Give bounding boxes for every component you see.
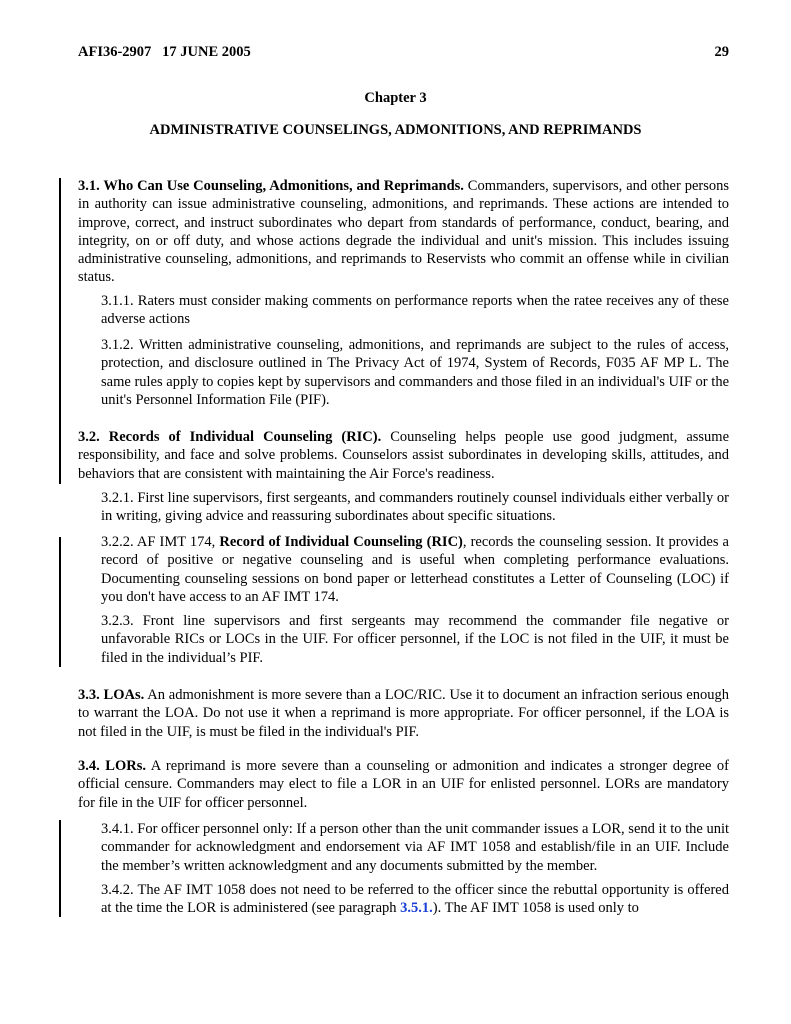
page-number: 29 xyxy=(714,44,729,60)
chapter-label: Chapter 3 xyxy=(364,90,427,106)
paragraph-3-1 xyxy=(78,177,729,287)
section-heading: 3.1. Who Can Use Counseling, Admonitions, and Reprimands. xyxy=(78,178,464,194)
paragraph-text: 3.2.2. AF IMT 174, xyxy=(101,534,220,550)
section-heading: 3.4. LORs. xyxy=(78,758,146,774)
paragraph-text: , records the counseling session. It provides a record of positive or negative counseling and is useful when completing performance evaluations. Documenting counseling sessions on bond paper or letterhead constitutes a Letter of Counseling (LOC) if you don't have access to an AF IMT 174. xyxy=(101,534,729,605)
paragraph-3-2-1: 3.2.1. First line supervisors, first sergeants, and commanders routinely counsel individuals either verbally or in writing, giving advice and reassuring subordinates about specific situations. xyxy=(101,490,729,525)
change-bar xyxy=(59,820,61,917)
paragraph-3-4-2 xyxy=(101,881,729,918)
section-heading: 3.3. LOAs. xyxy=(78,687,145,703)
paragraph-3-2 xyxy=(78,428,729,483)
paragraph-text: Counseling helps people use good judgment, assume responsibility, and face and solve problems. Counselors assist subordinates in developing skills, attitudes, and behaviors that are consistent with maintaining the Air Force's readiness. xyxy=(78,429,730,482)
paragraph-3-2-2 xyxy=(101,533,729,606)
section-heading: 3.2. Records of Individual Counseling (RIC). xyxy=(78,429,382,445)
document-id: AFI36-2907 17 JUNE 2005 xyxy=(78,44,251,60)
paragraph-link-3-5-1[interactable]: 3.5.1. xyxy=(400,900,433,917)
paragraph-text: ). The AF IMT 1058 is used only to xyxy=(432,900,639,917)
change-bar xyxy=(59,178,61,484)
paragraph-3-3 xyxy=(78,686,729,741)
chapter-title: ADMINISTRATIVE COUNSELINGS, ADMONITIONS, AND REPRIMANDS xyxy=(149,122,642,138)
change-bar xyxy=(59,537,61,667)
paragraph-text: Commanders, supervisors, and other persons in authority can issue administrative counseling, admonitions, and reprimands. These actions are intended to improve, correct, and instruct subordinates who depart from standards of performance, conduct, bearing, and integrity, on or off duty, and whose actions degrade the individual and unit's mission. This includes issuing administrative counseling, admonitions, and reprimands to Reservists who commit an offense while in civilian status. xyxy=(78,178,729,286)
paragraph-text: A reprimand is more severe than a counseling or admonition and indicates a stronger degree of official censure. Commanders may elect to file a LOR in an UIF for enlisted personnel. LORs are mandatory for file in the UIF for officer personnel. xyxy=(78,758,729,811)
paragraph-3-4 xyxy=(78,757,729,812)
form-title: Record of Individual Counseling (RIC) xyxy=(219,534,463,550)
paragraph-3-2-3: 3.2.3. Front line supervisors and first sergeants may recommend the commander file negative or unfavorable RICs or LOCs in the UIF. For officer personnel, if the LOC is not filed in the UIF, it must be filed in the individual’s PIF. xyxy=(101,613,729,666)
paragraph-3-1-1: 3.1.1. Raters must consider making comments on performance reports when the ratee receives any of these adverse actions xyxy=(101,293,729,328)
paragraph-3-4-1: 3.4.1. For officer personnel only: If a person other than the unit commander issues a LOR, send it to the unit commander for acknowledgment and endorsement via AF IMT 1058 and establish/file in an UIF. Include the member’s written acknowledgment and any documents submitted by the member. xyxy=(101,821,729,874)
paragraph-text: An admonishment is more severe than a LOC/RIC. Use it to document an infraction serious enough to warrant the LOA. Do not use it when a reprimand is more appropriate. For officer personnel, if the LOA is not filed in the UIF, is must be filed in the individual's PIF. xyxy=(78,687,729,740)
paragraph-text: 3.4.2. The AF IMT 1058 does not need to be referred to the officer since the rebuttal opportunity is offered at the time the LOR is administered (see paragraph xyxy=(101,882,729,917)
paragraph-3-1-2: 3.1.2. Written administrative counseling, admonitions, and reprimands are subject to the rules of access, protection, and disclosure outlined in The Privacy Act of 1974, System of Records, F035 AF MP L. The same rules apply to copies kept by supervisors and commanders and those filed in an individual's UIF or the unit's Personnel Information File (PIF). xyxy=(101,337,729,408)
page-header xyxy=(78,44,729,64)
